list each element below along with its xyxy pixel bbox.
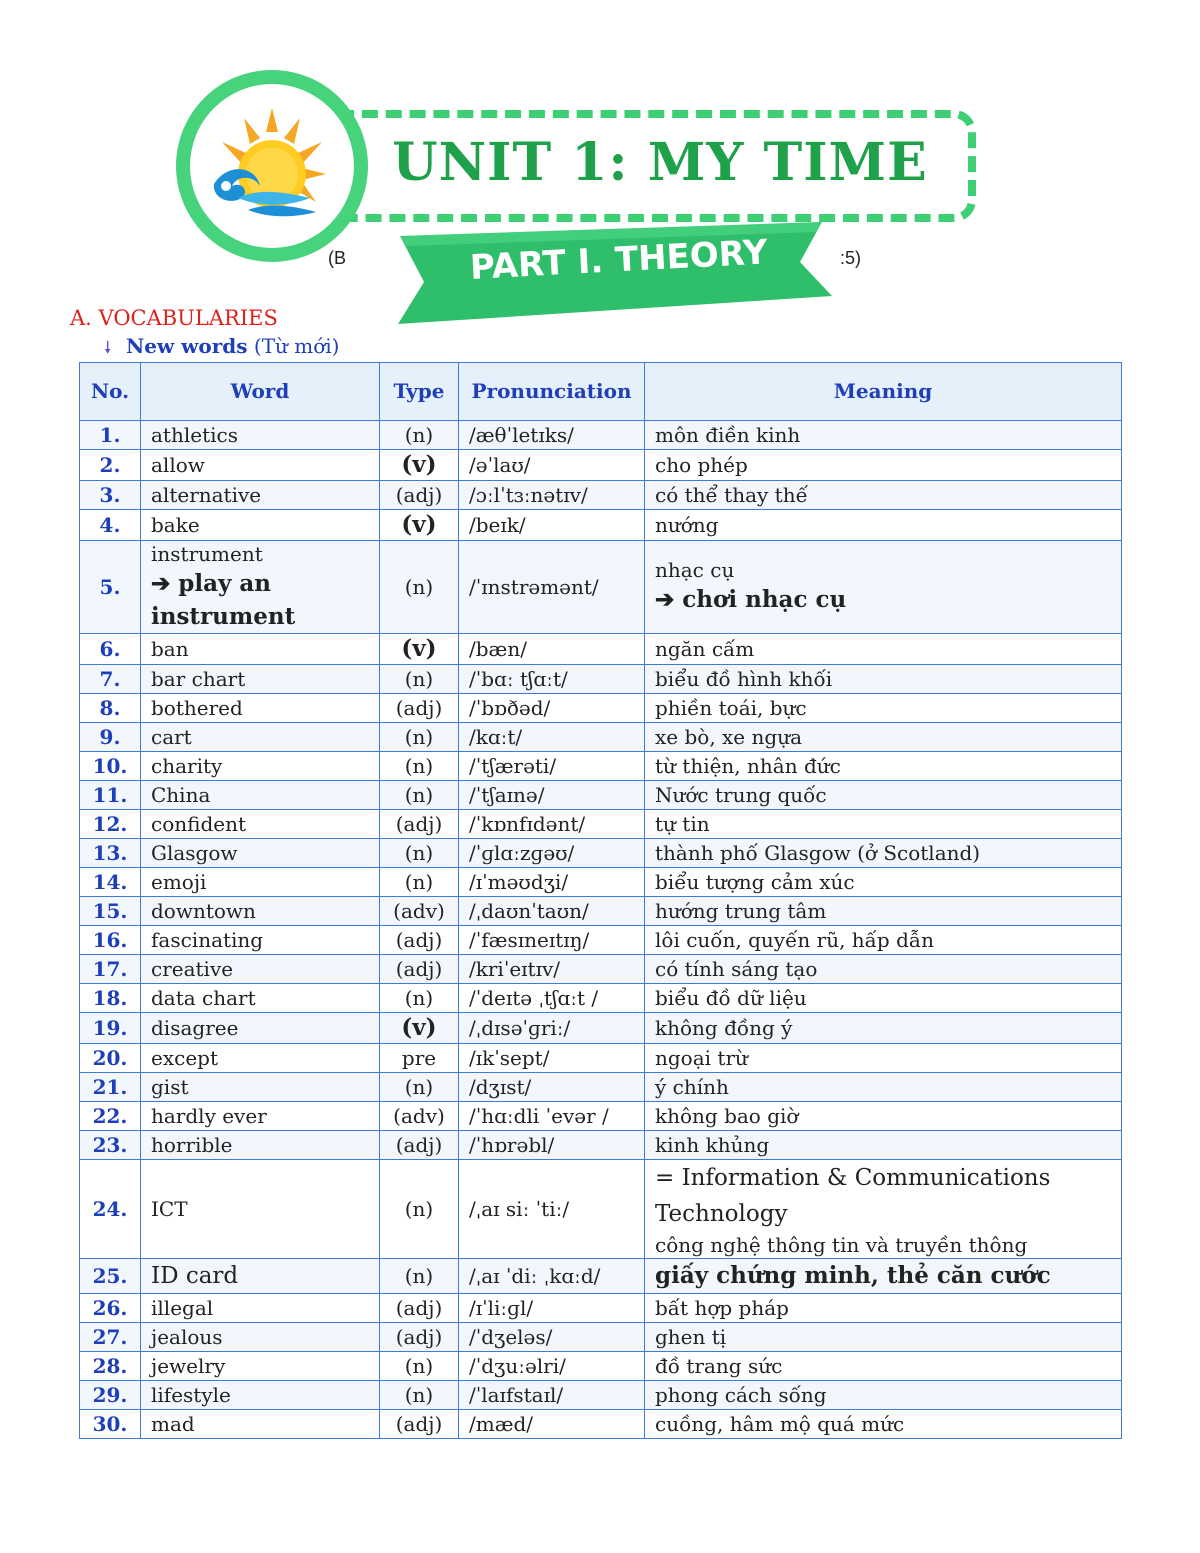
word-text: bothered xyxy=(151,696,243,720)
word-text: illegal xyxy=(151,1296,214,1320)
row-type: (adv) xyxy=(380,897,459,926)
meaning-text: có tính sáng tạo xyxy=(655,957,818,981)
row-pronunciation: /mæd/ xyxy=(459,1410,645,1439)
row-type: (adj) xyxy=(380,810,459,839)
row-word xyxy=(141,955,380,984)
row-number: 23. xyxy=(80,1131,141,1160)
logo-ring xyxy=(176,70,368,262)
table-row xyxy=(80,955,1122,984)
word-text: data chart xyxy=(151,986,256,1010)
row-type: (n) xyxy=(380,868,459,897)
row-pronunciation: /kɑːt/ xyxy=(459,723,645,752)
row-number: 10. xyxy=(80,752,141,781)
meaning-text: không bao giờ xyxy=(655,1104,799,1128)
word-text: jewelry xyxy=(151,1354,226,1378)
row-number: 17. xyxy=(80,955,141,984)
table-row xyxy=(80,481,1122,510)
row-number: 30. xyxy=(80,1410,141,1439)
meaning-text: cuồng, hâm mộ quá mức xyxy=(655,1412,905,1436)
meaning-phrase: ➔ chơi nhạc cụ xyxy=(655,586,847,613)
table-row xyxy=(80,1323,1122,1352)
row-meaning xyxy=(645,984,1122,1013)
row-pronunciation: /dʒɪst/ xyxy=(459,1073,645,1102)
word-text: hardly ever xyxy=(151,1104,267,1128)
row-meaning xyxy=(645,421,1122,450)
row-meaning xyxy=(645,926,1122,955)
part-ribbon-label: PART I. THEORY xyxy=(468,232,769,288)
row-pronunciation: /ˌaɪ ˈdiː ˌkɑːd/ xyxy=(459,1259,645,1294)
header-meaning: Meaning xyxy=(645,363,1122,421)
row-pronunciation: /ˈɪnstrəmənt/ xyxy=(459,541,645,634)
row-type: (adv) xyxy=(380,1102,459,1131)
meaning-text: cho phép xyxy=(655,453,748,477)
row-pronunciation: /ˌdaʊnˈtaʊn/ xyxy=(459,897,645,926)
row-meaning xyxy=(645,1131,1122,1160)
row-type: pre xyxy=(380,1044,459,1073)
row-pronunciation: /ˈɡlɑːzɡəʊ/ xyxy=(459,839,645,868)
row-pronunciation: /ɪˈməʊdʒi/ xyxy=(459,868,645,897)
table-row xyxy=(80,839,1122,868)
row-word xyxy=(141,723,380,752)
section-heading: A. VOCABULARIES xyxy=(70,306,278,330)
meaning-text: xe bò, xe ngựa xyxy=(655,725,802,749)
header-no: No. xyxy=(80,363,141,421)
row-meaning xyxy=(645,450,1122,481)
table-row xyxy=(80,868,1122,897)
row-word xyxy=(141,1102,380,1131)
table-row xyxy=(80,1259,1122,1294)
row-number: 9. xyxy=(80,723,141,752)
row-meaning xyxy=(645,1294,1122,1323)
row-number: 28. xyxy=(80,1352,141,1381)
table-row xyxy=(80,1073,1122,1102)
row-number: 2. xyxy=(80,450,141,481)
logo-inner xyxy=(190,84,354,248)
row-pronunciation: /ˈdeɪtə ˌtʃɑːt / xyxy=(459,984,645,1013)
row-type: (adj) xyxy=(380,1323,459,1352)
new-words-label: New words xyxy=(126,334,248,358)
meaning-text: biểu đồ dữ liệu xyxy=(655,986,807,1010)
row-word xyxy=(141,481,380,510)
row-word xyxy=(141,752,380,781)
row-meaning xyxy=(645,1102,1122,1131)
table-header-row xyxy=(80,363,1122,421)
row-number: 1. xyxy=(80,421,141,450)
meaning-text: nướng xyxy=(655,513,719,537)
header-pronunciation: Pronunciation xyxy=(459,363,645,421)
new-words-translation: (Từ mới) xyxy=(247,334,340,358)
row-meaning xyxy=(645,1323,1122,1352)
row-number: 4. xyxy=(80,510,141,541)
meaning-text: Nước trung quốc xyxy=(655,783,827,807)
row-word xyxy=(141,839,380,868)
table-row xyxy=(80,1013,1122,1044)
row-type: (n) xyxy=(380,541,459,634)
table-row xyxy=(80,1381,1122,1410)
row-pronunciation: /ɪˈliːɡl/ xyxy=(459,1294,645,1323)
row-meaning xyxy=(645,752,1122,781)
sun-waves-icon xyxy=(204,102,340,230)
row-number: 15. xyxy=(80,897,141,926)
word-phrase: ➔ play an instrument xyxy=(151,570,296,630)
row-meaning xyxy=(645,1410,1122,1439)
unit-title: UNIT 1: MY TIME xyxy=(392,132,928,193)
row-word xyxy=(141,1131,380,1160)
row-number: 3. xyxy=(80,481,141,510)
table-row xyxy=(80,1102,1122,1131)
word-text: China xyxy=(151,783,211,807)
row-type: (adj) xyxy=(380,1131,459,1160)
row-word xyxy=(141,1323,380,1352)
meaning-text: phong cách sống xyxy=(655,1383,827,1407)
row-word xyxy=(141,781,380,810)
table-row xyxy=(80,510,1122,541)
row-type: (adj) xyxy=(380,1294,459,1323)
table-row xyxy=(80,694,1122,723)
meaning-text: biểu tượng cảm xúc xyxy=(655,870,855,894)
table-row xyxy=(80,634,1122,665)
row-number: 26. xyxy=(80,1294,141,1323)
row-pronunciation: /ˈkɒnfɪdənt/ xyxy=(459,810,645,839)
word-text: mad xyxy=(151,1412,195,1436)
row-number: 8. xyxy=(80,694,141,723)
vocabulary-table xyxy=(79,362,1122,1439)
table-row xyxy=(80,752,1122,781)
row-type: (adj) xyxy=(380,694,459,723)
header-word: Word xyxy=(141,363,380,421)
row-type: (n) xyxy=(380,723,459,752)
table-row xyxy=(80,810,1122,839)
row-meaning xyxy=(645,810,1122,839)
row-word xyxy=(141,1294,380,1323)
row-word xyxy=(141,1073,380,1102)
row-number: 29. xyxy=(80,1381,141,1410)
word-text: emoji xyxy=(151,870,207,894)
row-pronunciation: /ˈbɒðəd/ xyxy=(459,694,645,723)
table-row xyxy=(80,421,1122,450)
row-pronunciation: /ɔːlˈtɜːnətɪv/ xyxy=(459,481,645,510)
word-text: disagree xyxy=(151,1016,239,1040)
row-pronunciation: /ˈbɑː tʃɑːt/ xyxy=(459,665,645,694)
word-text: instrument xyxy=(151,542,263,566)
word-text: downtown xyxy=(151,899,256,923)
row-type: (n) xyxy=(380,1381,459,1410)
row-word xyxy=(141,694,380,723)
row-word xyxy=(141,810,380,839)
row-type: (n) xyxy=(380,752,459,781)
word-text: fascinating xyxy=(151,928,264,952)
meaning-text: bất hợp pháp xyxy=(655,1296,789,1320)
row-number: 7. xyxy=(80,665,141,694)
word-text: bar chart xyxy=(151,667,246,691)
row-meaning xyxy=(645,955,1122,984)
row-number: 12. xyxy=(80,810,141,839)
word-text: jealous xyxy=(151,1325,223,1349)
row-number: 21. xyxy=(80,1073,141,1102)
word-text: ICT xyxy=(151,1197,188,1221)
subtitle-right-fragment: :5) xyxy=(840,248,862,268)
row-number: 5. xyxy=(80,541,141,634)
row-word xyxy=(141,541,380,634)
row-pronunciation: /ˈlaɪfstaɪl/ xyxy=(459,1381,645,1410)
table-row xyxy=(80,1352,1122,1381)
meaning-text: công nghệ thông tin và truyền thông xyxy=(655,1233,1028,1257)
meaning-text: ghen tị xyxy=(655,1325,727,1349)
row-number: 24. xyxy=(80,1160,141,1259)
row-pronunciation: /ˈtʃaɪnə/ xyxy=(459,781,645,810)
word-text: athletics xyxy=(151,423,238,447)
table-row xyxy=(80,1160,1122,1259)
row-type: (n) xyxy=(380,984,459,1013)
row-type: (v) xyxy=(380,450,459,481)
row-type: (n) xyxy=(380,1259,459,1294)
row-type: (v) xyxy=(380,1013,459,1044)
row-type: (n) xyxy=(380,1160,459,1259)
word-text: bake xyxy=(151,513,200,537)
meaning-expansion: = Information & Communications Technology xyxy=(655,1165,1051,1227)
row-number: 14. xyxy=(80,868,141,897)
meaning-text: ngoại trừ xyxy=(655,1046,748,1070)
row-pronunciation: /ˈhɒrəbl/ xyxy=(459,1131,645,1160)
meaning-text: phiền toái, bực xyxy=(655,696,807,720)
meaning-text: ngăn cấm xyxy=(655,637,755,661)
row-number: 18. xyxy=(80,984,141,1013)
word-text: lifestyle xyxy=(151,1383,231,1407)
row-meaning xyxy=(645,541,1122,634)
row-meaning xyxy=(645,665,1122,694)
table-row xyxy=(80,541,1122,634)
table-row xyxy=(80,781,1122,810)
table-row xyxy=(80,1044,1122,1073)
subtitle-left-fragment: (B xyxy=(328,248,346,268)
table-row xyxy=(80,926,1122,955)
meaning-text: từ thiện, nhân đức xyxy=(655,754,841,778)
row-word xyxy=(141,1013,380,1044)
row-type: (n) xyxy=(380,839,459,868)
row-word xyxy=(141,926,380,955)
row-word xyxy=(141,1381,380,1410)
row-number: 27. xyxy=(80,1323,141,1352)
row-word xyxy=(141,510,380,541)
row-type: (adj) xyxy=(380,1410,459,1439)
word-text: Glasgow xyxy=(151,841,238,865)
row-word xyxy=(141,1044,380,1073)
table-row xyxy=(80,1131,1122,1160)
row-meaning xyxy=(645,1352,1122,1381)
row-word xyxy=(141,634,380,665)
row-meaning xyxy=(645,481,1122,510)
meaning-text: không đồng ý xyxy=(655,1016,793,1040)
row-number: 6. xyxy=(80,634,141,665)
row-pronunciation: /bæn/ xyxy=(459,634,645,665)
header-type: Type xyxy=(380,363,459,421)
meaning-text: tự tin xyxy=(655,812,710,836)
row-meaning xyxy=(645,781,1122,810)
row-word xyxy=(141,450,380,481)
row-word xyxy=(141,868,380,897)
table-row xyxy=(80,450,1122,481)
row-meaning xyxy=(645,1259,1122,1294)
row-meaning xyxy=(645,1013,1122,1044)
row-type: (n) xyxy=(380,1352,459,1381)
row-meaning xyxy=(645,510,1122,541)
row-type: (n) xyxy=(380,665,459,694)
word-text: confident xyxy=(151,812,247,836)
meaning-text: giấy chứng minh, thẻ căn cước xyxy=(655,1262,1051,1289)
row-word xyxy=(141,421,380,450)
word-text: alternative xyxy=(151,483,262,507)
unit-header xyxy=(0,0,1200,330)
word-text: allow xyxy=(151,453,205,477)
row-number: 20. xyxy=(80,1044,141,1073)
table-row xyxy=(80,1294,1122,1323)
row-meaning xyxy=(645,1381,1122,1410)
word-text: ID card xyxy=(151,1263,239,1289)
table-body xyxy=(80,421,1122,1439)
row-type: (n) xyxy=(380,1073,459,1102)
row-pronunciation: /ˈfæsɪneɪtɪŋ/ xyxy=(459,926,645,955)
row-pronunciation: /əˈlaʊ/ xyxy=(459,450,645,481)
row-type: (n) xyxy=(380,781,459,810)
row-meaning xyxy=(645,694,1122,723)
row-word xyxy=(141,665,380,694)
meaning-text: lôi cuốn, quyến rũ, hấp dẫn xyxy=(655,928,935,952)
table-row xyxy=(80,665,1122,694)
row-pronunciation: /æθˈletɪks/ xyxy=(459,421,645,450)
row-word xyxy=(141,1160,380,1259)
row-meaning xyxy=(645,1044,1122,1073)
row-type: (adj) xyxy=(380,955,459,984)
row-word xyxy=(141,1352,380,1381)
word-text: except xyxy=(151,1046,218,1070)
meaning-text: ý chính xyxy=(655,1075,729,1099)
row-pronunciation: /ˌaɪ siː ˈtiː/ xyxy=(459,1160,645,1259)
arrow-down-icon: 🠗 xyxy=(104,338,112,358)
row-pronunciation: /ɪkˈsept/ xyxy=(459,1044,645,1073)
row-meaning xyxy=(645,1160,1122,1259)
row-pronunciation: /ˈdʒeləs/ xyxy=(459,1323,645,1352)
row-pronunciation: /kriˈeɪtɪv/ xyxy=(459,955,645,984)
row-number: 13. xyxy=(80,839,141,868)
table-row xyxy=(80,723,1122,752)
meaning-text: đồ trang sức xyxy=(655,1354,783,1378)
word-text: cart xyxy=(151,725,192,749)
row-number: 11. xyxy=(80,781,141,810)
row-pronunciation: /ˌdɪsəˈɡriː/ xyxy=(459,1013,645,1044)
row-number: 22. xyxy=(80,1102,141,1131)
row-type: (adj) xyxy=(380,481,459,510)
word-text: gist xyxy=(151,1075,189,1099)
row-pronunciation: /ˈhɑːdli ˈevər / xyxy=(459,1102,645,1131)
row-meaning xyxy=(645,634,1122,665)
row-word xyxy=(141,984,380,1013)
row-meaning xyxy=(645,868,1122,897)
meaning-text: kinh khủng xyxy=(655,1133,770,1157)
row-type: (v) xyxy=(380,510,459,541)
row-pronunciation: /ˈtʃærəti/ xyxy=(459,752,645,781)
meaning-text: hướng trung tâm xyxy=(655,899,827,923)
row-pronunciation: /ˈdʒuːəlri/ xyxy=(459,1352,645,1381)
row-word xyxy=(141,897,380,926)
row-type: (adj) xyxy=(380,926,459,955)
row-number: 16. xyxy=(80,926,141,955)
word-text: ban xyxy=(151,637,189,661)
row-number: 25. xyxy=(80,1259,141,1294)
row-meaning xyxy=(645,897,1122,926)
meaning-text: có thể thay thế xyxy=(655,483,808,507)
word-text: horrible xyxy=(151,1133,233,1157)
meaning-text: biểu đồ hình khối xyxy=(655,667,833,691)
row-word xyxy=(141,1410,380,1439)
row-pronunciation: /beɪk/ xyxy=(459,510,645,541)
row-meaning xyxy=(645,723,1122,752)
meaning-text: thành phố Glasgow (ở Scotland) xyxy=(655,841,981,865)
row-word xyxy=(141,1259,380,1294)
meaning-text: môn điền kinh xyxy=(655,423,801,447)
word-text: creative xyxy=(151,957,234,981)
table-row xyxy=(80,897,1122,926)
row-meaning xyxy=(645,839,1122,868)
row-type: (v) xyxy=(380,634,459,665)
table-row xyxy=(80,984,1122,1013)
new-words-heading xyxy=(104,334,339,364)
row-number: 19. xyxy=(80,1013,141,1044)
row-meaning xyxy=(645,1073,1122,1102)
row-type: (n) xyxy=(380,421,459,450)
meaning-text: nhạc cụ xyxy=(655,558,735,582)
table-row xyxy=(80,1410,1122,1439)
word-text: charity xyxy=(151,754,223,778)
